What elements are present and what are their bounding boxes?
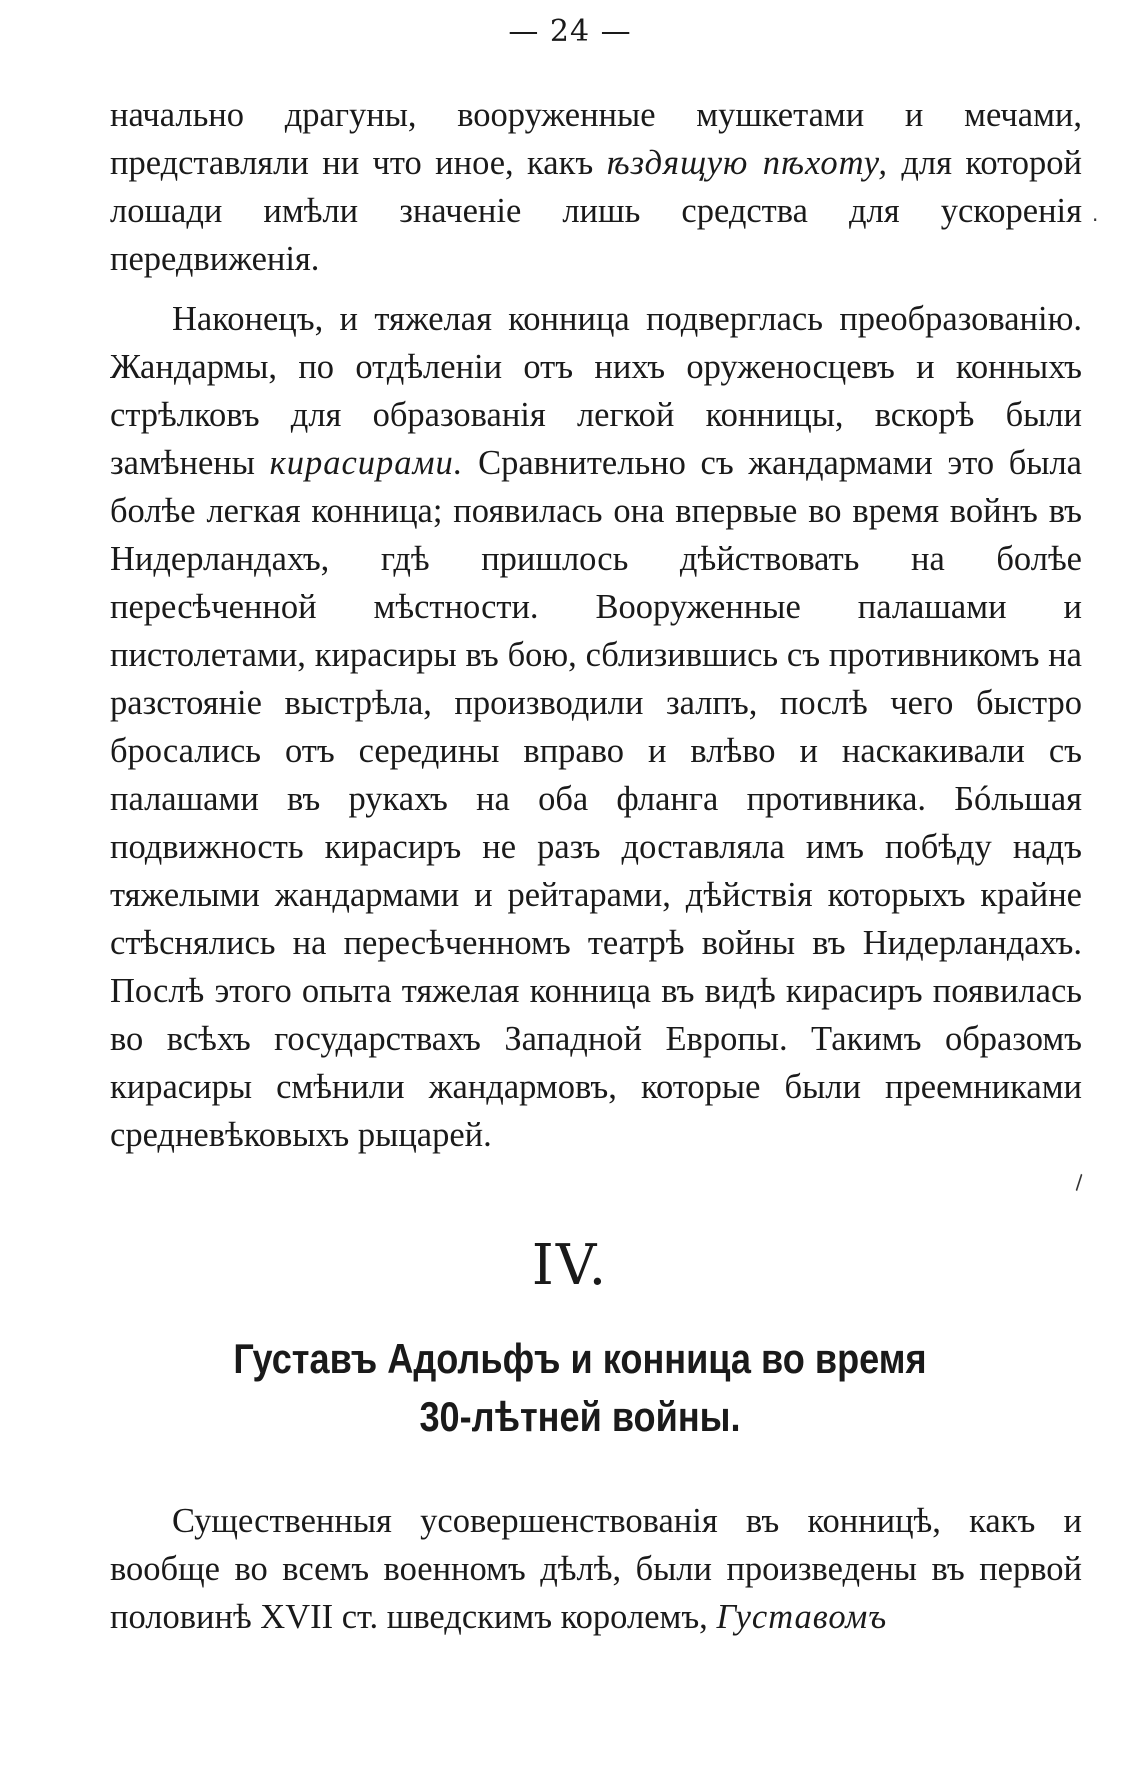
paragraph-text: начально драгуны, вооруженные мушкетами и мечами, представляли ни что иное, какъ bbox=[110, 96, 1082, 182]
emphasized-text: Густавомъ bbox=[716, 1598, 888, 1636]
paragraph-cuirassiers bbox=[110, 295, 1082, 1159]
emphasized-text: кирасирами. bbox=[269, 444, 464, 482]
paragraph-text: для которой лошади имѣли значенiе лишь средства для ускоренiя передвиженiя. bbox=[110, 144, 1082, 278]
margin-mark: · bbox=[1092, 208, 1099, 232]
chapter-number: IV. bbox=[531, 1233, 609, 1298]
margin-mark: \ bbox=[1069, 1170, 1090, 1194]
chapter-title-line: Густавъ Адольфъ и конница во время bbox=[233, 1335, 927, 1382]
page-number: — 24 — bbox=[508, 14, 632, 49]
paragraph-text: Наконецъ, и тяжелая конница подверглась преобразованiю. Жандармы, по отдѣленiи отъ нихъ оруженосцевъ и конныхъ стрѣлковъ для образованiя легкой конницы, вскорѣ были замѣнены bbox=[110, 300, 1082, 482]
paragraph-gustavus bbox=[110, 1497, 1082, 1641]
chapter-title-line: 30-лѣтней войны. bbox=[419, 1393, 741, 1440]
emphasized-text: ѣздящую пѣхоту, bbox=[606, 144, 888, 182]
paragraph-text: Сравнительно съ жандармами это была болѣе легкая конница; появилась она впервые во время войнъ въ Нидерландахъ, гдѣ пришлось дѣйствовать на болѣе пересѣченной мѣстности. Вооруженные палашами и пистолетами, кирасиры въ бою, сблизившись съ противникомъ на разстоянiе выстрѣла, производили залпъ, послѣ чего быстро бросались отъ середины вправо и влѣво и наскакивали съ палашами въ рукахъ на оба фланга противника. Бóльшая подвижность кирасиръ не разъ доставляла имъ побѣду надъ тяжелыми жандармами и рейтарами, дѣйствiя которыхъ крайне стѣснялись на пересѣченномъ театрѣ войны въ Нидерландахъ. Послѣ этого опыта тяжелая конница въ видѣ кирасиръ появилась во всѣхъ государствахъ Западной Европы. Такимъ образомъ кирасиры смѣнили жандармовъ, которые были преемниками средневѣковыхъ рыцарей. bbox=[110, 444, 1082, 1154]
chapter-title bbox=[167, 1330, 993, 1446]
paragraph-continued bbox=[110, 91, 1082, 283]
paragraph-text: Существенныя усовершенствованiя въ конницѣ, какъ и вообще во всемъ военномъ дѣлѣ, были произведены въ первой половинѣ XVII ст. шведскимъ королемъ, bbox=[110, 1502, 1082, 1636]
